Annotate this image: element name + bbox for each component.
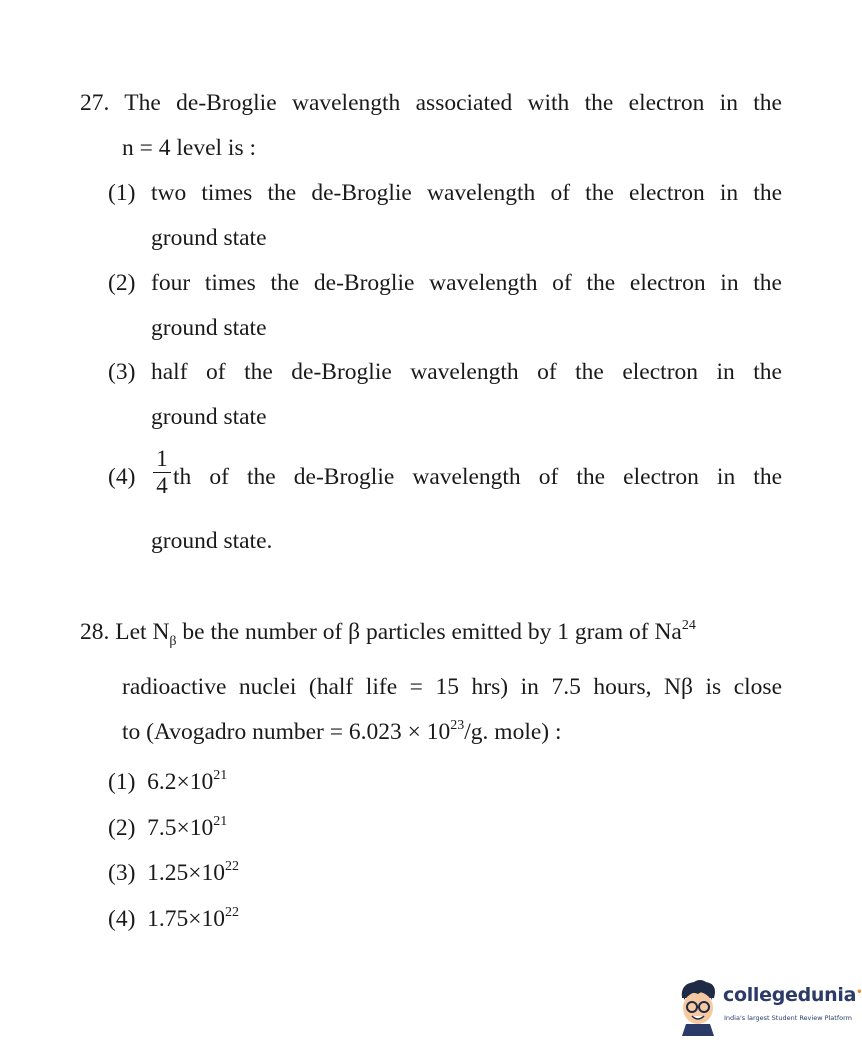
q27-option1-line1: two times the de-Broglie wavelength of the electron in the — [151, 180, 782, 206]
q27-option3-number: (3) — [108, 359, 136, 385]
student-mascot-icon — [676, 978, 720, 1036]
q28-stem-text-b: be the number of β particles emitted by 1 gram of Na — [176, 619, 682, 645]
q28-option4-exponent: 22 — [225, 905, 240, 920]
q27-option4-line2: ground state. — [151, 528, 273, 554]
q27-option2-number: (2) — [108, 270, 136, 296]
q28-option1 — [108, 767, 227, 797]
q28-option2-exponent: 21 — [213, 814, 228, 829]
q27-option3-line2: ground state — [151, 404, 267, 430]
q28-stem-text-a: 28. Let N — [80, 619, 170, 645]
q28-option4 — [108, 904, 239, 934]
q28-option1-value: 6.2×10 — [147, 769, 214, 795]
fraction-numerator: 1 — [156, 446, 168, 471]
collegedunia-logo — [676, 978, 862, 1038]
q28-option3-value: 1.25×10 — [147, 860, 226, 886]
q27-stem-line2: n = 4 level is : — [122, 135, 257, 161]
q27-option1-number: (1) — [108, 180, 136, 206]
q28-stem-line3 — [122, 717, 562, 747]
one-quarter-fraction — [151, 447, 173, 498]
q28-stem-line1 — [80, 617, 696, 647]
q27-option1-line2: ground state — [151, 225, 267, 251]
q28-option4-value: 1.75×10 — [147, 906, 226, 932]
q27-option4-line1: th of the de-Broglie wavelength of the electron in the — [173, 464, 782, 490]
n-beta-subscript: β — [169, 634, 177, 649]
q28-avogadro-text: to (Avogadro number = 6.023 × 10 — [122, 719, 451, 745]
q28-option2-number: (2) — [108, 815, 136, 841]
q28-stem-line2: radioactive nuclei (half life = 15 hrs) in 7.5 hours, Nβ is close — [122, 674, 782, 700]
avogadro-exponent: 23 — [450, 718, 465, 733]
q28-option2-value: 7.5×10 — [147, 815, 214, 841]
q27-stem-line1: 27. The de-Broglie wavelength associated with the electron in the — [80, 90, 782, 116]
q28-option1-exponent: 21 — [213, 768, 228, 783]
q28-option3-number: (3) — [108, 860, 136, 886]
brand-name: collegedunia• — [723, 984, 862, 1006]
q27-option2-line1: four times the de-Broglie wavelength of the electron in the — [151, 270, 782, 296]
q28-option1-number: (1) — [108, 769, 136, 795]
q28-option3-exponent: 22 — [225, 859, 240, 874]
brand-tagline: India's largest Student Review Platform — [724, 1014, 852, 1022]
fraction-denominator: 4 — [156, 473, 168, 498]
q27-option2-line2: ground state — [151, 315, 267, 341]
q28-option2 — [108, 813, 227, 843]
q27-option4-number: (4) — [108, 464, 136, 490]
brand-text: collegedunia — [723, 984, 857, 1006]
q28-option4-number: (4) — [108, 906, 136, 932]
q28-avogadro-unit: /g. mole) : — [464, 719, 562, 745]
q28-option3 — [108, 858, 239, 888]
q27-option3-line1: half of the de-Broglie wavelength of the electron in the — [151, 359, 782, 385]
na-mass-number: 24 — [681, 618, 696, 633]
